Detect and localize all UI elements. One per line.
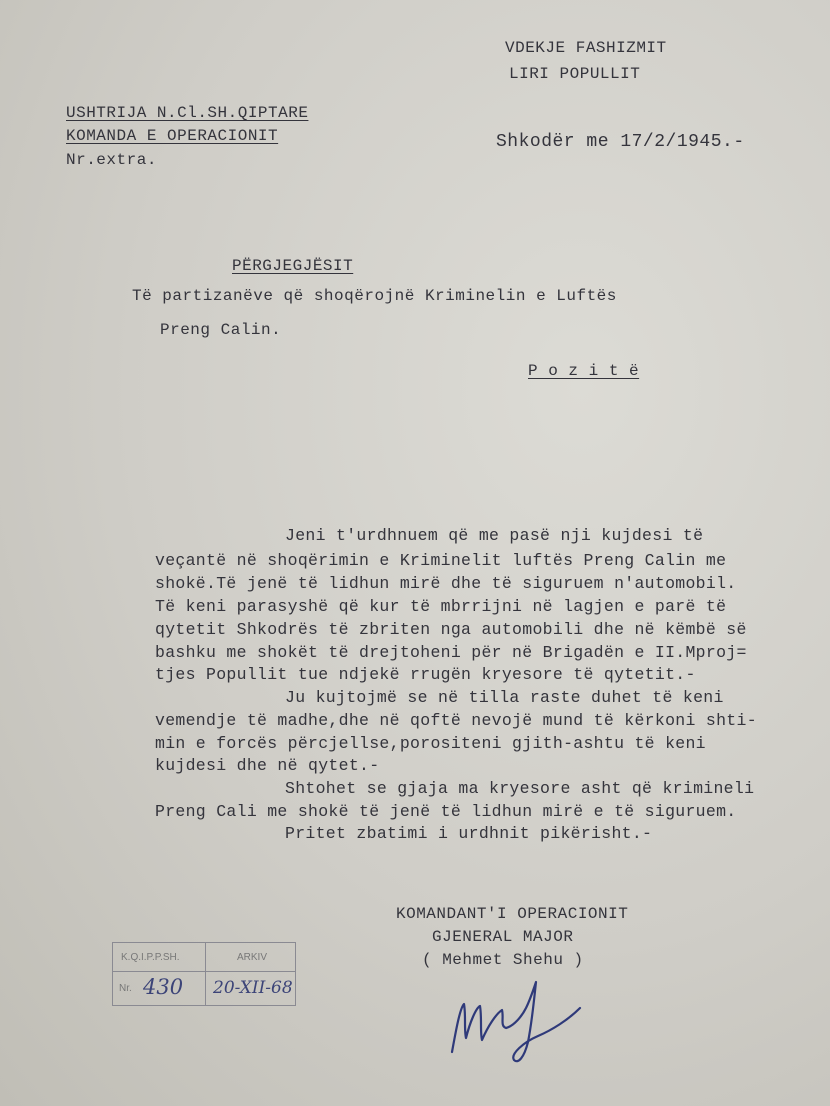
army-name: USHTRIJA N.Cl.SH.QIPTARE — [66, 104, 309, 122]
body-line: vemendje të madhe,dhe në qoftë nevojë mund të kërkoni shti- — [155, 711, 757, 730]
archive-stamp — [112, 942, 296, 1006]
addressee-title: PËRGJEGJËSIT — [232, 257, 354, 275]
body-line: min e forcës përcjellse,porositeni gjith-ashtu të keni — [155, 734, 706, 753]
addressee-location: P o z i t ë — [528, 362, 640, 380]
body-line: veçantë në shoqërimin e Kriminelit luftës Preng Calin me — [155, 551, 727, 570]
reference-number: Nr.extra. — [66, 151, 157, 169]
signatory-title: KOMANDANT'I OPERACIONIT — [396, 905, 629, 923]
body-line: Jeni t'urdhnuem që me pasë nji kujdesi të — [285, 526, 704, 545]
addressee-line-2: Preng Calin. — [160, 321, 282, 339]
body-line: Pritet zbatimi i urdhnit pikërisht.- — [285, 824, 653, 843]
command-name: KOMANDA E OPERACIONIT — [66, 127, 279, 145]
signatory-rank: GJENERAL MAJOR — [432, 928, 574, 946]
stamp-label-archive: ARKIV — [237, 952, 268, 963]
slogan-line-1: VDEKJE FASHIZMIT — [505, 39, 667, 57]
body-line: shokë.Të jenë të lidhun mirë dhe të siguruem n'automobil. — [155, 574, 737, 593]
stamp-label-archive-org: K.Q.I.P.P.SH. — [121, 952, 180, 963]
addressee-line-1: Të partizanëve që shoqërojnë Kriminelin e Luftës — [132, 287, 617, 305]
signatory-name: ( Mehmet Shehu ) — [422, 951, 584, 969]
stamp-date: 20-XII-68 — [213, 978, 293, 998]
handwritten-signature — [430, 960, 630, 1070]
body-line: bashku me shokët të drejtoheni për në Brigadën e II.Mproj= — [155, 643, 747, 662]
body-line: Të keni parasyshë që kur të mbrrijni në lagjen e parë të — [155, 597, 727, 616]
body-line: Ju kujtojmë se në tilla raste duhet të keni — [285, 688, 724, 707]
body-line: kujdesi dhe në qytet.- — [155, 756, 380, 775]
body-line: qytetit Shkodrës të zbriten nga automobili dhe në këmbë së — [155, 620, 747, 639]
slogan-line-2: LIRI POPULLIT — [509, 65, 641, 83]
stamp-prefix: Nr. — [119, 983, 132, 994]
body-line: Preng Cali me shokë të jenë të lidhun mirë e të siguruem. — [155, 802, 737, 821]
body-line: tjes Popullit tue ndjekë rrugën kryesore të qytetit.- — [155, 665, 696, 684]
stamp-number: 430 — [143, 975, 184, 999]
body-line: Shtohet se gjaja ma kryesore asht që krimineli — [285, 779, 755, 798]
place-date: Shkodër me 17/2/1945.- — [496, 132, 745, 152]
